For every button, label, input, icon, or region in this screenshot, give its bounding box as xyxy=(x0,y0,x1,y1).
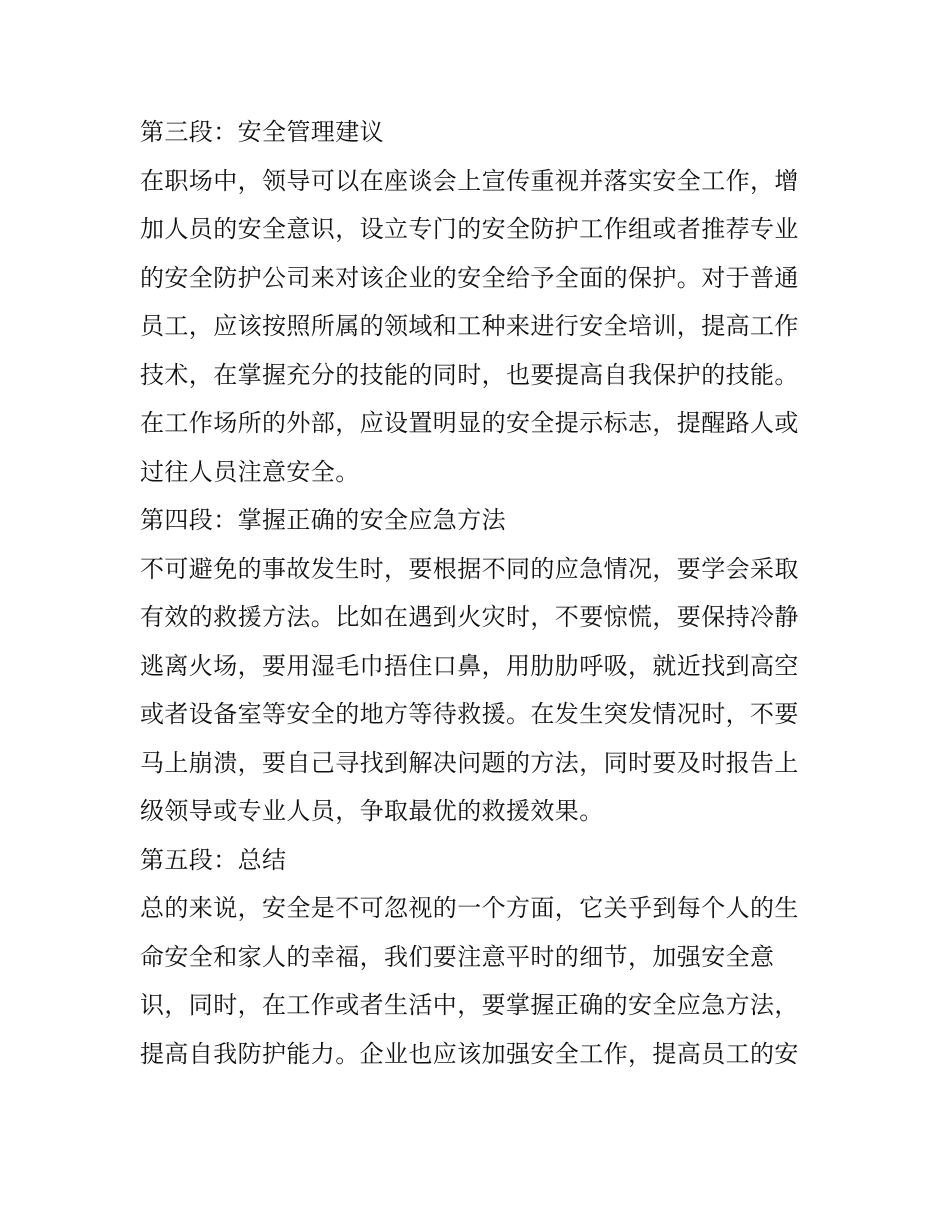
paragraph-line: 在工作场所的外部，应设置明显的安全提示标志，提醒路人或 xyxy=(140,409,799,437)
paragraph-line: 加人员的安全意识，设立专门的安全防护工作组或者推荐专业 xyxy=(140,215,799,243)
paragraph-line: 级领导或专业人员，争取最优的救援效果。 xyxy=(140,797,604,825)
paragraph-line: 员工，应该按照所属的领域和工种来进行安全培训，提高工作 xyxy=(140,312,799,340)
paragraph-line: 有效的救援方法。比如在遇到火灾时，不要惊慌，要保持冷静 xyxy=(140,603,799,631)
section-heading: 第五段：总结 xyxy=(140,845,287,874)
paragraph-line: 或者设备室等安全的地方等待救援。在发生突发情况时，不要 xyxy=(140,700,799,728)
section-heading: 第三段：安全管理建议 xyxy=(140,118,384,146)
paragraph-line: 命安全和家人的幸福，我们要注意平时的细节，加强安全意 xyxy=(140,942,775,971)
document-page xyxy=(140,108,820,1078)
paragraph-line: 马上崩溃，要自己寻找到解决问题的方法，同时要及时报告上 xyxy=(140,748,799,777)
paragraph-line: 在职场中，领导可以在座谈会上宣传重视并落实安全工作，增 xyxy=(140,166,799,195)
paragraph-line: 逃离火场，要用湿毛巾捂住口鼻，用肋肋呼吸，就近找到高空 xyxy=(140,651,799,680)
paragraph-line: 提高自我防护能力。企业也应该加强安全工作，提高员工的安 xyxy=(140,1039,799,1068)
paragraph-line: 总的来说，安全是不可忽视的一个方面，它关乎到每个人的生 xyxy=(140,894,799,922)
paragraph-line: 不可避免的事故发生时，要根据不同的应急情况，要学会采取 xyxy=(140,554,799,583)
paragraph-line: 的安全防护公司来对该企业的安全给予全面的保护。对于普通 xyxy=(140,263,799,292)
paragraph-line: 识，同时，在工作或者生活中，要掌握正确的安全应急方法， xyxy=(140,991,799,1019)
paragraph-line: 过往人员注意安全。 xyxy=(140,457,360,486)
section-heading: 第四段：掌握正确的安全应急方法 xyxy=(140,506,506,534)
paragraph-line: 技术，在掌握充分的技能的同时，也要提高自我保护的技能。 xyxy=(140,360,799,389)
